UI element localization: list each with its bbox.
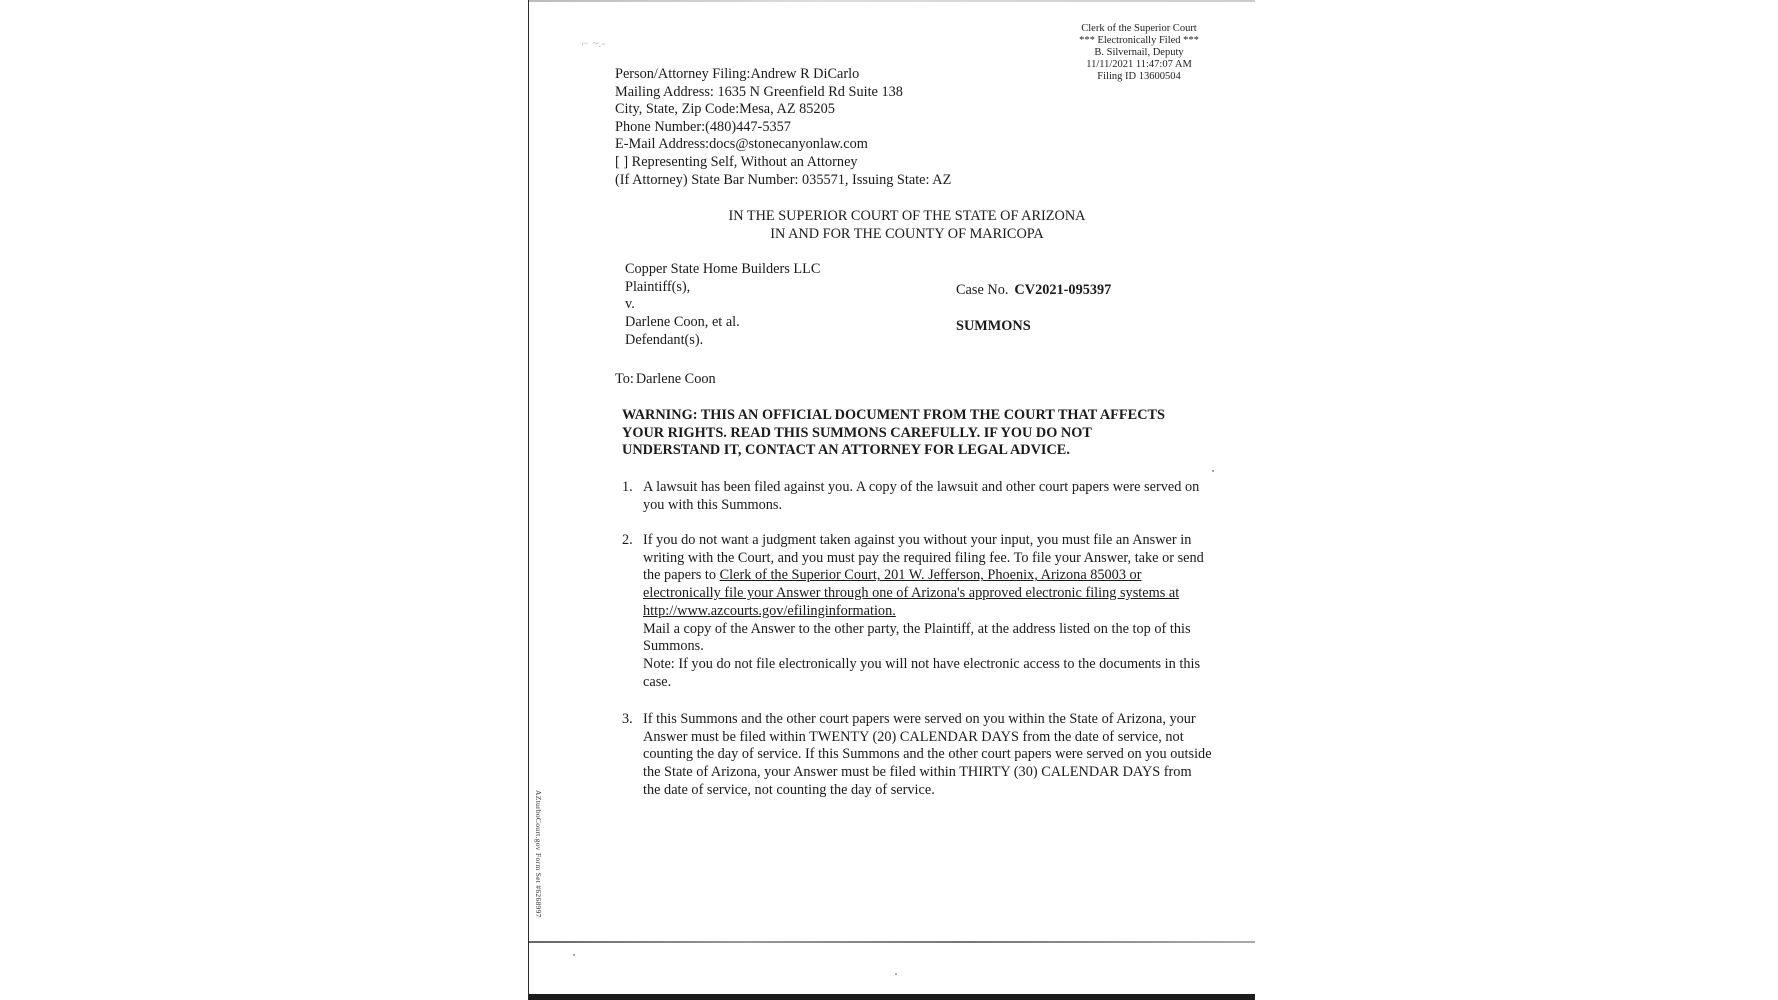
page-top-edge [529,0,1255,2]
list-item-text: If you do not want a judgment taken against you without your input, you must file an Answer in writing with the Court, and you must pay the required filing fee. To file your Answer, take or send the papers to [643,532,1204,584]
filer-phone-value: (480)447-5357 [705,118,791,135]
filer-bar [615,172,951,190]
filer-mailing [615,84,951,102]
list-item-number: 2. [622,532,633,548]
filer-phone-label: Phone Number: [615,118,706,135]
filer-email-value: docs@stonecanyonlaw.com [709,136,868,153]
list-item-text-mail: Mail a copy of the Answer to the other party, the Plaintiff, at the address listed on the top of this Summons. [643,620,1191,655]
form-id-margin: AZturboCourt.gov Form Set #6268997 [534,790,543,918]
scan-speck [573,954,575,956]
plaintiff-role: Plaintiff(s), [625,278,691,295]
stamp-line-5: Filing ID 13600504 [1097,71,1181,82]
versus: v. [625,296,635,313]
scan-speck [1212,470,1214,472]
filer-city [615,101,951,119]
document-page [528,0,1255,1000]
plaintiff-name: Copper State Home Builders LLC [625,261,821,277]
filer-mailing-label: Mailing Address: [615,83,714,100]
filer-person-value: Andrew R DiCarlo [750,66,860,82]
list-item-text-note: Note: If you do not file electronically you will not have electronic access to the documents in this case. [643,655,1201,690]
filer-city-label: City, State, Zip Code: [615,101,740,118]
list-item-text: A lawsuit has been filed against you. A copy of the lawsuit and other court papers were served on you with this Summons. [643,479,1200,513]
filer-phone [615,119,951,137]
filer-info [615,66,951,189]
court-heading [529,207,1255,243]
case-number [956,282,1111,299]
filer-bar-value: 035571, Issuing State: AZ [802,171,952,188]
filing-instructions-link: Clerk of the Superior Court, 201 W. Jefferson, Phoenix, Arizona 85003 or electronically file your Answer through one of Arizona's approved electronic filing systems at http://www.azcourts.gov/efilinginformation. [643,567,1180,619]
filer-mailing-value: 1635 N Greenfield Rd Suite 138 [717,83,903,100]
list-item-2 [622,532,1212,691]
recipient-line [615,371,716,388]
case-number-label: Case No. [956,282,1009,298]
filer-email-label: E-Mail Address: [615,136,710,153]
recipient-label: To: [615,371,634,387]
stamp-line-2: *** Electronically Filed *** [1079,35,1199,46]
stamp-line-4: 11/11/2021 11:47:07 AM [1086,59,1192,70]
filer-city-value: Mesa, AZ 85205 [739,101,835,118]
filer-person [615,66,951,84]
list-item-number: 3. [622,711,633,727]
case-parties [625,261,820,350]
scan-speck [895,973,897,975]
recipient-name: Darlene Coon [635,371,716,387]
list-item-1 [622,479,1212,514]
court-line-1: IN THE SUPERIOR COURT OF THE STATE OF ARIZONA [728,208,1086,224]
warning-paragraph: WARNING: THIS AN OFFICIAL DOCUMENT FROM THE COURT THAT AFFECTS YOUR RIGHTS. READ THIS SUMMONS CAREFULLY. IF YOU DO NOT UNDERSTAND IT, CONTACT AN ATTORNEY FOR LEGAL ADVICE. [622,407,1166,459]
stamp-line-1: Clerk of the Superior Court [1081,23,1197,34]
list-item-body [643,532,1212,691]
document-title: SUMMONS [956,318,1031,334]
list-item-3 [622,711,1212,800]
page-fold-line [529,941,1255,943]
defendant-name: Darlene Coon, et al. [625,314,740,331]
court-line-2: IN AND FOR THE COUNTY OF MARICOPA [770,226,1044,242]
stamp-line-3: B. Silvernail, Deputy [1094,47,1184,58]
defendant-role: Defendant(s). [625,331,704,348]
list-item-number: 1. [622,479,633,495]
filer-email [615,136,951,154]
scribble-mark: ⌐ ~.- [581,36,606,50]
page-bottom-edge [529,994,1255,1000]
filer-bar-label: (If Attorney) State Bar Number: [615,171,799,188]
filing-stamp [1059,23,1219,83]
list-item-text: If this Summons and the other court papers were served on you within the State of Arizona, your Answer must be filed within TWENTY (20) CALENDAR DAYS from the date of service, not counting the day of service. If this Summons and the other court papers were served on you outside the State of Arizona, your Answer must be filed within THIRTY (30) CALENDAR DAYS from the date of service, not counting the day of service. [643,711,1212,798]
case-number-value: CV2021-095397 [1014,282,1112,298]
filer-self-rep: [ ] Representing Self, Without an Attorney [615,153,858,170]
filer-person-label: Person/Attorney Filing: [615,66,751,82]
